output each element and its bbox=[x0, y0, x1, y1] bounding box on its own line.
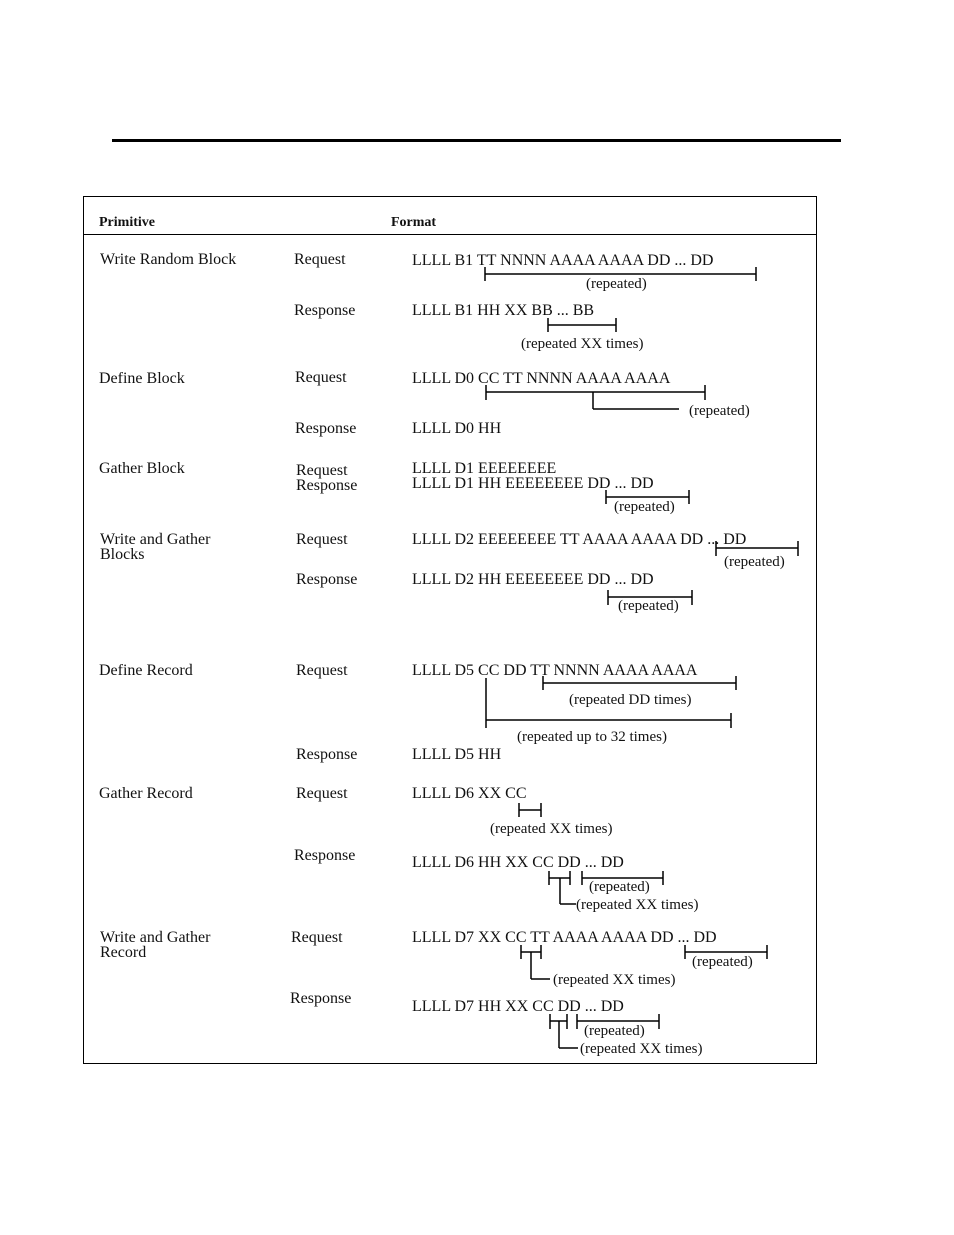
repeat-note: (repeated XX times) bbox=[576, 897, 699, 913]
format-string: LLLL D7 XX CC TT AAAA AAAA DD ... DD bbox=[412, 929, 717, 946]
repeat-note: (repeated XX times) bbox=[553, 972, 676, 988]
primitive-gather-block: Gather Block bbox=[99, 460, 185, 477]
repeat-note: (repeated) bbox=[584, 1023, 645, 1039]
repeat-note: (repeated) bbox=[589, 879, 650, 895]
repeat-note: (repeated XX times) bbox=[521, 336, 644, 352]
primitive-write-and-gather-blocks: Write and Gather Blocks bbox=[100, 531, 211, 563]
kind-request: Request bbox=[291, 929, 343, 946]
primitive-define-record: Define Record bbox=[99, 662, 193, 679]
format-string: LLLL D0 HH bbox=[412, 420, 502, 437]
kind-response: Response bbox=[295, 420, 357, 437]
format-string: LLLL D1 EEEEEEEE bbox=[412, 460, 557, 477]
format-string: LLLL D6 XX CC bbox=[412, 785, 527, 802]
format-string: LLLL D6 HH XX CC DD ... DD bbox=[412, 854, 624, 871]
kind-response: Response bbox=[296, 746, 358, 763]
header-format: Format bbox=[391, 215, 437, 230]
repeat-note: (repeated) bbox=[692, 954, 753, 970]
kind-request: Request bbox=[296, 662, 348, 679]
kind-response: Response bbox=[296, 477, 358, 494]
kind-request: Request bbox=[295, 369, 347, 386]
repeat-note: (repeated) bbox=[614, 499, 675, 515]
repeat-note: (repeated XX times) bbox=[580, 1041, 703, 1057]
kind-response: Response bbox=[290, 990, 352, 1007]
kind-request: Request bbox=[294, 251, 346, 268]
format-string: LLLL D2 HH EEEEEEEE DD ... DD bbox=[412, 571, 654, 588]
repeat-note: (repeated) bbox=[689, 403, 750, 419]
format-string: LLLL D0 CC TT NNNN AAAA AAAA bbox=[412, 370, 671, 387]
repeat-note: (repeated) bbox=[724, 554, 785, 570]
primitive-gather-record: Gather Record bbox=[99, 785, 193, 802]
repeat-note: (repeated XX times) bbox=[490, 821, 613, 837]
format-string: LLLL D1 HH EEEEEEEE DD ... DD bbox=[412, 475, 654, 492]
format-string: LLLL D5 CC DD TT NNNN AAAA AAAA bbox=[412, 662, 698, 679]
header-primitive: Primitive bbox=[99, 215, 155, 230]
kind-response: Response bbox=[294, 847, 356, 864]
kind-request: Request bbox=[296, 785, 348, 802]
kind-response: Response bbox=[296, 571, 358, 588]
repeat-note: (repeated) bbox=[586, 276, 647, 292]
kind-request: Request bbox=[296, 531, 348, 548]
kind-request: Request bbox=[296, 462, 348, 479]
repeat-note: (repeated DD times) bbox=[569, 692, 692, 708]
format-string: LLLL B1 HH XX BB ... BB bbox=[412, 302, 595, 319]
kind-response: Response bbox=[294, 302, 356, 319]
primitive-write-and-gather-record: Write and Gather Record bbox=[100, 929, 211, 961]
repeat-note: (repeated) bbox=[618, 598, 679, 614]
format-string: LLLL B1 TT NNNN AAAA AAAA DD ... DD bbox=[412, 252, 714, 269]
primitive-define-block: Define Block bbox=[99, 370, 185, 387]
format-string: LLLL D2 EEEEEEEE TT AAAA AAAA DD ... DD bbox=[412, 531, 747, 548]
primitive-write-random-block: Write Random Block bbox=[100, 251, 237, 268]
format-string: LLLL D5 HH bbox=[412, 746, 502, 763]
repeat-note: (repeated up to 32 times) bbox=[517, 729, 667, 745]
format-string: LLLL D7 HH XX CC DD ... DD bbox=[412, 998, 624, 1015]
